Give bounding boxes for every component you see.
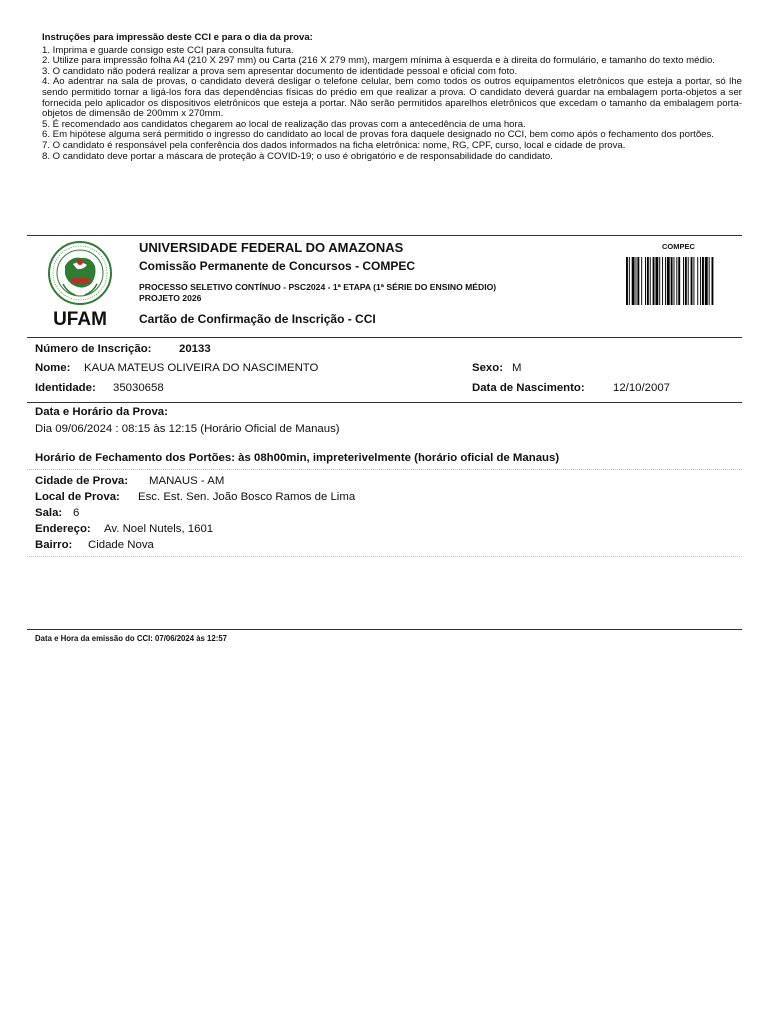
- room-label: Sala:: [35, 507, 63, 519]
- exam-datetime-value-wrap: [35, 423, 340, 435]
- address-label: Endereço:: [35, 523, 91, 535]
- name-row: [35, 362, 70, 374]
- print-instructions: [42, 33, 742, 162]
- registration-value-wrap: [179, 343, 211, 355]
- instructions-title: Instruções para impressão deste CCI e para o dia da prova:: [42, 32, 313, 43]
- barcode-icon: [626, 257, 734, 305]
- name-value-wrap: [84, 362, 318, 374]
- district-row: [35, 539, 72, 551]
- exam-datetime-label-wrap: [35, 406, 168, 418]
- city-value: MANAUS - AM: [149, 475, 225, 487]
- identity-value-wrap: [113, 382, 164, 394]
- district-value: Cidade Nova: [88, 539, 154, 551]
- city-value-wrap: [149, 475, 224, 487]
- sex-row: [472, 362, 503, 374]
- candidate-divider: [27, 402, 742, 403]
- identity-row: [35, 382, 96, 394]
- university-name: UNIVERSIDADE FEDERAL DO AMAZONAS: [139, 240, 404, 255]
- exam-datetime-value: Dia 09/06/2024 : 08:15 às 12:15 (Horário Oficial de Manaus): [35, 423, 340, 435]
- issue-datetime: Data e Hora da emissão do CCI: 07/06/2024 às 12:57: [35, 634, 227, 643]
- city-row: [35, 475, 128, 487]
- identity-label: Identidade:: [35, 382, 96, 394]
- room-row: [35, 507, 62, 519]
- room-value-wrap: [73, 507, 79, 519]
- identity-value: 35030658: [113, 382, 164, 394]
- instructions-list: [42, 46, 742, 163]
- address-value-wrap: [104, 523, 213, 535]
- logo-text: UFAM: [53, 309, 107, 330]
- name-label: Nome:: [35, 362, 71, 374]
- place-value-wrap: [138, 491, 355, 503]
- instruction-item: 6. Em hipótese alguma será permitido o ingresso do candidato ao local de provas fora daquele designado no CCI, bem como após o fechamento dos portões.: [42, 129, 714, 141]
- header-top-divider: [27, 235, 742, 236]
- district-label: Bairro:: [35, 539, 73, 551]
- sex-label: Sexo:: [472, 362, 504, 374]
- gates-notice-wrap: [35, 452, 559, 464]
- instruction-item: 4. Ao adentrar na sala de provas, o candidato deverá desligar o telefone celular, bem como todos os outros equipamentos eletrônicos que esteja a portar, só lhe sendo permitido tornar a ligá-los fora das dependências físicas do prédio em que realizar a prova. O candidato deverá guardar na embalagem porta-objetos a ser fornecida pelo aplicador os dispositivos eletrônicos que esteja a portar. Não serão permitidos aparelhos eletrônicos que excedam o tamanho da embalagem porta-objetos de dimensão de 200mm x 270mm.: [42, 76, 742, 120]
- district-value-wrap: [88, 539, 154, 551]
- sex-value-wrap: [512, 362, 522, 374]
- registration-row: [35, 343, 151, 355]
- header-bottom-divider: [27, 337, 742, 338]
- location-divider: [27, 556, 742, 557]
- gates-notice: Horário de Fechamento dos Portões: às 08h00min, impreterivelmente (horário oficial de Manaus): [35, 452, 560, 464]
- city-label: Cidade de Prova:: [35, 475, 129, 487]
- instruction-item: 1. Imprima e guarde consigo este CCI para consulta futura.: [42, 44, 294, 56]
- project-line: PROJETO 2026: [139, 292, 202, 303]
- instruction-item: 8. O candidato deve portar a máscara de proteção à COVID-19; o uso é obrigatório e de responsabilidade do candidato.: [42, 150, 553, 162]
- commission-name: Comissão Permanente de Concursos - COMPEC: [139, 259, 416, 273]
- instruction-item: 7. O candidato é responsável pela conferência dos dados informados na ficha eletrônica: nome, RG, CPF, curso, local e cidade de prova.: [42, 139, 626, 151]
- address-row: [35, 523, 91, 535]
- instruction-item: 3. O candidato não poderá realizar a prova sem apresentar documento de identidade pessoal e oficial com foto.: [42, 65, 518, 77]
- ufam-logo: [44, 240, 116, 331]
- exam-datetime-label: Data e Horário da Prova:: [35, 406, 168, 418]
- birth-value: 12/10/2007: [613, 382, 671, 394]
- card-title: Cartão de Confirmação de Inscrição - CCI: [139, 312, 376, 326]
- birth-row: [472, 382, 585, 394]
- birth-value-wrap: [613, 382, 670, 394]
- compec-label: COMPEC: [662, 242, 695, 251]
- place-label: Local de Prova:: [35, 491, 120, 503]
- process-info: [139, 282, 609, 303]
- place-value: Esc. Est. Sen. João Bosco Ramos de Lima: [138, 491, 356, 503]
- address-value: Av. Noel Nutels, 1601: [104, 523, 214, 535]
- name-value: KAUA MATEUS OLIVEIRA DO NASCIMENTO: [84, 362, 319, 374]
- birth-label: Data de Nascimento:: [472, 382, 585, 394]
- registration-label: Número de Inscrição:: [35, 343, 152, 355]
- place-row: [35, 491, 120, 503]
- room-value: 6: [73, 507, 80, 519]
- registration-value: 20133: [179, 343, 211, 355]
- university-seal-icon: [47, 240, 113, 306]
- exam-divider: [27, 469, 742, 470]
- footer-divider: [27, 629, 742, 630]
- process-line: PROCESSO SELETIVO CONTÍNUO - PSC2024 - 1ª ETAPA (1ª SÉRIE DO ENSINO MÉDIO): [139, 282, 497, 292]
- sex-value: M: [512, 362, 522, 374]
- instruction-item: 5. É recomendado aos candidatos chegarem ao local de realização das provas com a antecedência de uma hora.: [42, 118, 526, 130]
- instruction-item: 2. Utilize para impressão folha A4 (210 X 297 mm) ou Carta (216 X 279 mm), margem mínima à esquerda e à direita do formulário, e tamanho do texto médio.: [42, 55, 715, 67]
